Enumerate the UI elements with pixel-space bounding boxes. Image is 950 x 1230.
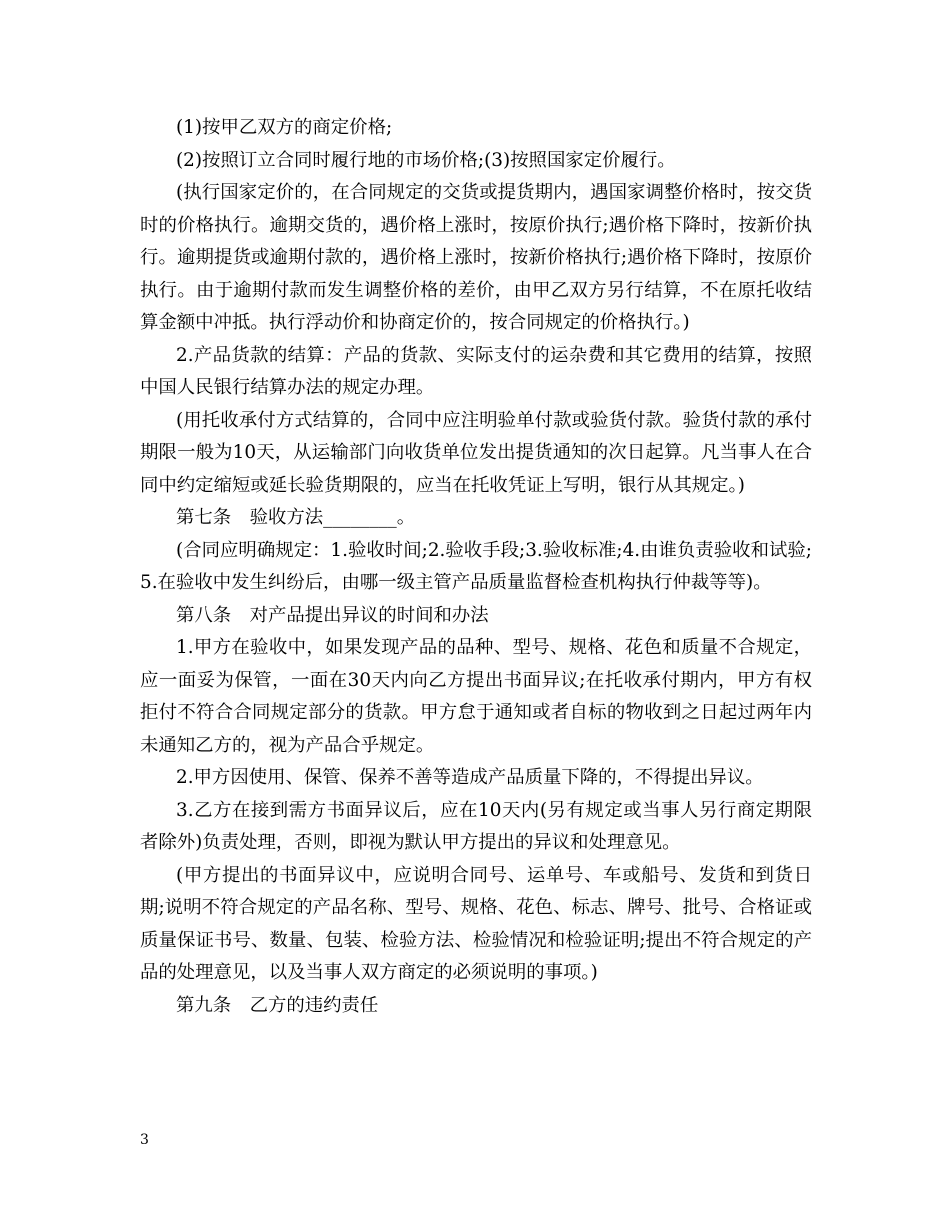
paragraph-objection-1: 1.甲方在验收中，如果发现产品的品种、型号、规格、花色和质量不合规定，应一面妥为保管，一面在30天内向乙方提出书面异议;在托收承付期内，甲方有权拒付不符合合同规定部分的货款。甲方怠于通知或者自标的物收到之日起过两年内未通知乙方的，视为产品合乎规定。 [140, 637, 812, 756]
paragraph-inspection-note: (合同应明确规定：1.验收时间;2.验收手段;3.验收标准;4.由谁负责验收和试验;5.在验收中发生纠纷后，由哪一级主管产品质量监督检查机构执行仲裁等等)。 [140, 539, 812, 593]
document-body [140, 112, 812, 1022]
paragraph-objection-2: 2.甲方因使用、保管、保养不善等造成产品质量下降的，不得提出异议。 [176, 767, 764, 788]
paragraph-price-option-2-3: (2)按照订立合同时履行地的市场价格;(3)按照国家定价履行。 [176, 149, 676, 171]
article-7-heading: 第七条 验收方法________。 [176, 507, 416, 528]
article-8-heading: 第八条 对产品提出异议的时间和办法 [176, 604, 489, 626]
paragraph-collection-note: (用托收承付方式结算的，合同中应注明验单付款或验货付款。验货付款的承付期限一般为10天，从运输部门向收货单位发出提货通知的次日起算。凡当事人在合同中约定缩短或延长验货期限的，应当在托收凭证上写明，银行从其规定。) [140, 409, 812, 496]
paragraph-price-option-1: (1)按甲乙双方的商定价格; [176, 117, 393, 138]
page-number: 3 [140, 1132, 149, 1148]
article-9-heading: 第九条 乙方的违约责任 [176, 994, 379, 1016]
paragraph-state-price-note: (执行国家定价的，在合同规定的交货或提货期内，遇国家调整价格时，按交货时的价格执行。逾期交货的，遇价格上涨时，按原价执行;遇价格下降时，按新价执行。逾期提货或逾期付款的，遇价格上涨时，按新价格执行;遇价格下降时，按原价执行。由于逾期付款而发生调整价格的差价，由甲乙双方另行结算，不在原托收结算金额中冲抵。执行浮动价和协商定价的，按合同规定的价格执行。) [140, 182, 812, 333]
paragraph-payment-settlement: 2.产品货款的结算：产品的货款、实际支付的运杂费和其它费用的结算，按照中国人民银行结算办法的规定办理。 [140, 344, 812, 398]
paragraph-objection-note: (甲方提出的书面异议中，应说明合同号、运单号、车或船号、发货和到货日期;说明不符合规定的产品名称、型号、规格、花色、标志、牌号、批号、合格证或质量保证书号、数量、包装、检验方法、检验情况和检验证明;提出不符合规定的产品的处理意见，以及当事人双方商定的必须说明的事项。) [140, 864, 812, 983]
paragraph-objection-3: 3.乙方在接到需方书面异议后，应在10天内(另有规定或当事人另行商定期限者除外)负责处理，否则，即视为默认甲方提出的异议和处理意见。 [140, 799, 812, 853]
